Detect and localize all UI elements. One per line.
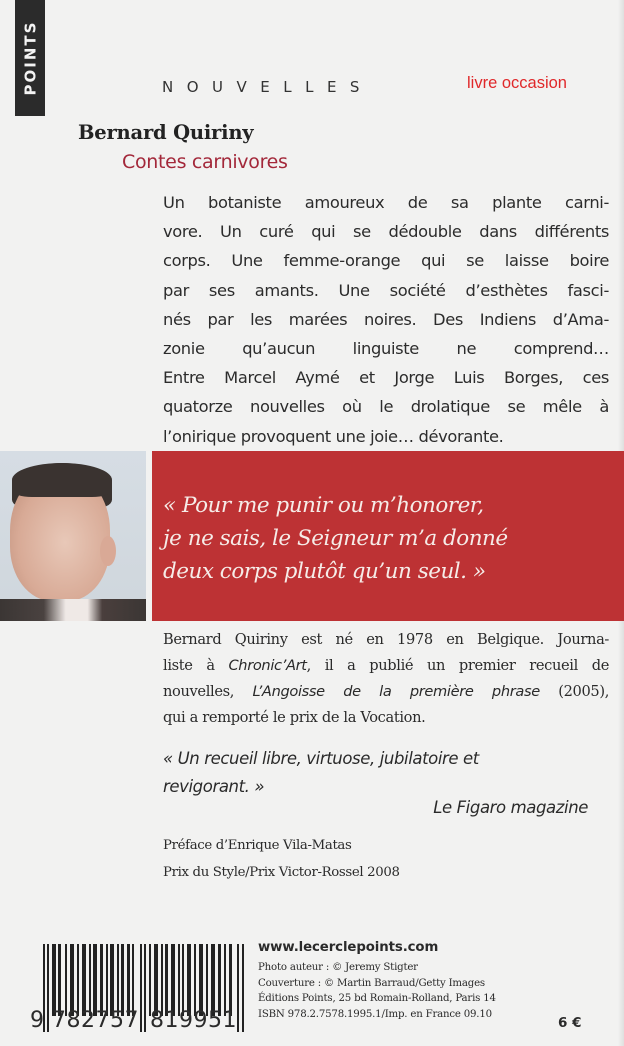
blurb-line: Entre Marcel Aymé et Jorge Luis Borges, ces xyxy=(163,368,609,388)
bio-line xyxy=(163,653,609,679)
bio-line xyxy=(163,679,609,705)
pull-quote-line: je ne sais, le Seigneur m’a donné xyxy=(163,526,508,551)
photo-ear xyxy=(100,536,116,566)
isbn-line: ISBN 978.2.7578.1995.1/Imp. en France 09.10 xyxy=(258,1008,492,1020)
pull-quote xyxy=(163,489,508,588)
pull-quote-line: « Pour me punir ou m’honorer, xyxy=(163,493,484,518)
blurb-line: par ses amants. Une société d’esthètes fasci- xyxy=(163,280,609,300)
bio-text: nouvelles, xyxy=(163,683,253,700)
review-line: revigorant. » xyxy=(163,777,265,796)
blurb-line: nés par les marées noires. Des Indiens d’Ama- xyxy=(163,309,609,329)
blurb-paragraph xyxy=(163,188,609,451)
blurb-line: corps. Une femme-orange qui se laisse boire xyxy=(163,251,609,271)
blurb-line: vore. Un curé qui se dédouble dans différents xyxy=(163,222,609,242)
pull-quote-line: deux corps plutôt qu’un seul. » xyxy=(163,559,486,584)
used-book-sticker: livre occasion xyxy=(467,74,567,92)
review-source: Le Figaro magazine xyxy=(433,798,588,817)
bio-line: Bernard Quiriny est né en 1978 en Belgique. Journa- xyxy=(163,631,609,648)
photo-credit: Photo auteur : © Jeremy Stigter xyxy=(258,962,418,973)
prize-note: Prix du Style/Prix Victor-Rossel 2008 xyxy=(163,865,400,880)
publisher-logo-tab xyxy=(15,0,45,116)
book-title: Contes carnivores xyxy=(122,151,288,173)
publisher-website: www.lecerclepoints.com xyxy=(258,940,439,955)
collection-label: NOUVELLES xyxy=(162,78,373,96)
barcode-digits xyxy=(30,1008,248,1036)
bio-text: , il a publié un premier recueil de xyxy=(306,657,609,674)
previous-book-title: L’Angoisse de la première phrase xyxy=(252,683,540,700)
barcode-group-right: 819951 xyxy=(150,1008,237,1033)
blurb-line: zonie qu’aucun linguiste ne comprend… xyxy=(163,339,609,359)
author-name: Bernard Quiriny xyxy=(78,121,254,144)
photo-collar xyxy=(0,599,146,621)
publisher-address: Éditions Points, 25 bd Romain-Rolland, Paris 14 xyxy=(258,993,496,1005)
publisher-logo-text: POINTS xyxy=(21,20,40,96)
barcode-group-left: 782757 xyxy=(52,1008,139,1033)
magazine-name: Chronic’Art xyxy=(228,657,307,674)
bio-text: liste à xyxy=(163,657,229,674)
author-photo xyxy=(0,451,146,621)
quote-panel xyxy=(152,451,624,621)
blurb-line: quatorze nouvelles où le drolatique se mêle à xyxy=(163,397,609,417)
press-review xyxy=(163,745,613,801)
bio-line: qui a remporté le prix de la Vocation. xyxy=(163,709,426,726)
book-notes xyxy=(163,832,400,886)
blurb-line: Un botaniste amoureux de sa plante carni- xyxy=(163,193,609,212)
bio-text: (2005), xyxy=(539,683,609,700)
preface-note: Préface d’Enrique Vila-Matas xyxy=(163,838,352,853)
price-tag: 6 € xyxy=(558,1015,582,1031)
cover-credit: Couverture : © Martin Barraud/Getty Images xyxy=(258,977,485,989)
publisher-footer xyxy=(258,940,598,1022)
blurb-line: l’onirique provoquent une joie… dévorante. xyxy=(163,426,504,446)
review-line: « Un recueil libre, virtuose, jubilatoire et xyxy=(163,749,479,768)
barcode-first-digit: 9 xyxy=(30,1008,44,1033)
photo-hair-top xyxy=(12,463,112,497)
author-bio xyxy=(163,627,609,731)
